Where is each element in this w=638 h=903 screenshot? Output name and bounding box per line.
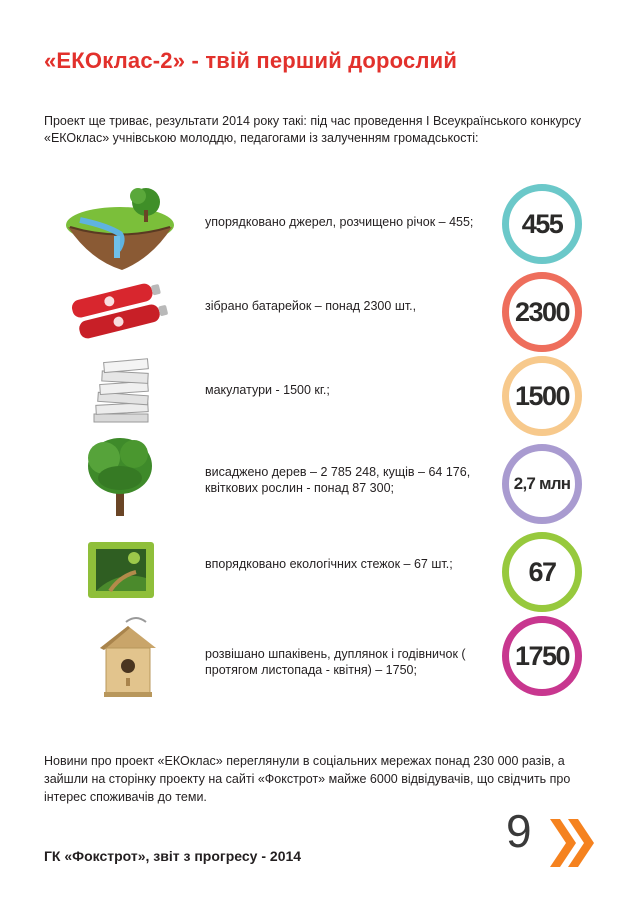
stat-circle [502,356,582,436]
stat-value: 1750 [514,640,570,671]
page-number: 9 [506,805,532,857]
birdhouse-icon [60,612,180,704]
stat-circle [502,272,582,352]
stat-value: 2,7 млн [513,474,571,493]
stat-value: 2300 [514,296,570,327]
chevron-right-icon [544,815,600,876]
batteries-icon [60,276,180,346]
result-text: упорядковано джерел, розчищено річок – 455; [205,215,474,229]
result-text: макулатури - 1500 кг.; [205,383,330,397]
stat-value: 67 [528,556,556,587]
stat-value: 1500 [514,380,570,411]
stat-circle [502,444,582,524]
result-text: зібрано батарейок – понад 2300 шт., [205,299,417,313]
stat-circle [502,184,582,264]
river-island-icon [60,180,180,275]
stat-value: 455 [521,208,563,239]
page-title: «ЕКОклас-2» - твій перший дорослий [44,48,458,73]
result-text: висаджено дерев – 2 785 248, кущів – 64 176, квіткових рослин - понад 87 300; [205,465,471,495]
eco-trail-icon [60,536,180,602]
tree-icon [60,430,180,520]
intro-paragraph: Проект ще триває, результати 2014 року такі: під час проведення І Всеукраїнського конкурсу «ЕКОклас» учнівською молоддю, педагогами із залученням громадськості: [44,114,582,145]
paper-stack-icon [60,352,180,428]
stat-circle [502,616,582,696]
result-text: впорядковано екологічних стежок – 67 шт.; [205,557,453,571]
stat-circle [502,532,582,612]
result-text: розвішано шпаківень, дуплянок і годівничок ( протягом листопада - квітня) – 1750; [205,647,466,677]
outro-paragraph: Новини про проект «ЕКОклас» переглянули в соціальних мережах понад 230 000 разів, а зайшли на сторінку проекту на сайті «Фокстрот» майже 6000 відвідувачів, що свідчить про інтерес споживачів до теми. [44,754,571,804]
footer-text: ГК «Фокстрот», звіт з прогресу - 2014 [44,848,302,864]
